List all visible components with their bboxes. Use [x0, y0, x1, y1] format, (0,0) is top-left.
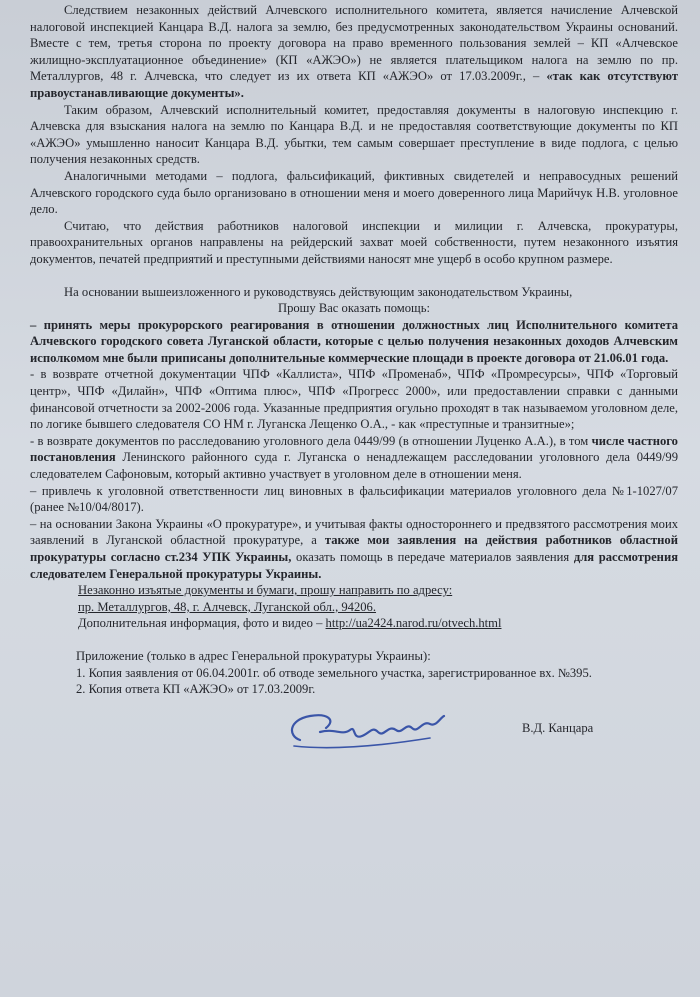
request-item-return-case-documents [30, 433, 678, 483]
return-documents-line: Незаконно изъятые документы и бумаги, прошу направить по адресу: [78, 583, 453, 598]
item-bold-text: для рассмотрения следователем Генеральной прокуратуры Украины. [30, 550, 679, 581]
spacer [30, 268, 678, 284]
item-text: оказать помощь в передаче материалов заявления [296, 550, 570, 564]
paragraph-analogous-methods: Аналогичными методами – подлога, фальсификаций, фиктивных свидетелей и неправосудных решений Алчевского городского суда было организовано в отношении меня и моего доверенного лица Марийчук Н.В. уголовное дело. [30, 168, 678, 217]
attachment-item-2: 2. Копия ответа КП «АЖЭО» от 17.03.2009г. [76, 682, 316, 697]
paragraph-conclusion: Таким образом, Алчевский исполнительный комитет, предоставляя документы в налоговую инспекцию г. Алчевска для взыскания налога на землю по Канцара В.Д. и не предоставляя соответствующие документы по КП «АЖЭО» умышленно наносит Канцара В.Д. убытки, тем самым совершает преступление в виде подлога, с целью получения незаконных средств. [30, 102, 678, 167]
paragraph-consequence [30, 2, 678, 102]
return-address: пр. Металлургов, 48, г. Алчевск, Луганской обл., 94206. [78, 599, 377, 614]
request-heading: Прошу Вас оказать помощь: [277, 301, 430, 316]
request-item-prosecutorial-measures: – принять меры прокурорского реагирования в отношении должностных лиц Исполнительного комитета Алчевского городского совета Луганской области, которые с целью получения незаконных доходов Алчевским исполкомом мне были приписаны дополнительные коммерческие площади в проекте договора от 21.06.01 года. [30, 317, 678, 365]
handwritten-signature [280, 706, 450, 756]
paragraph-text: Следствием незаконных действий Алчевского исполнительного комитета, является начисление Алчевской налоговой инспекцией Канцара В.Д. налога за землю, без предусмотренных законодательством Украины оснований. Вместе с тем, третья сторона по проекту договора на право временного пользования землей – КП «Алчевское жилищно-эксплуатационное объединение» (КП «АЖЭО») не является плательщиком налога на землю по пр. Металлургов, 48 г. Алчевска, что следует из их ответа КП «АЖЭО» от 17.03.2009г., – [30, 3, 678, 84]
item-text: – на основании Закона Украины «О прокуратуре», и учитывая факты одностороннего и предвзятого рассмотрения моих заявлений в Луганской областной прокуратуре, а [30, 516, 678, 548]
request-item-criminal-liability: – привлечь к уголовной ответственности лиц виновных в фальсификации материалов уголовного дела №1-1027/07 (ранее №10/04/8017). [30, 483, 678, 515]
extra-info-line [78, 615, 678, 632]
paragraph-bold-quote: «так как отсутствуют правоустанавливающие документы». [30, 69, 678, 100]
item-bold-text: также мои заявления на действия работников областной прокуратуры согласно ст.234 УПК Украины, [30, 533, 678, 564]
item-bold-text: числе частного постановления [30, 433, 678, 465]
extra-info-link[interactable]: http://ua2424.narod.ru/otvech.html [325, 616, 502, 631]
request-item-general-prosecutor [30, 516, 678, 582]
extra-info-label: Дополнительная информация, фото и видео – [78, 616, 323, 631]
paragraph-legal-basis: На основании вышеизложенного и руководствуясь действующим законодательством Украины, [64, 284, 573, 299]
signature-block [30, 698, 678, 768]
item-text: Ленинского районного суда г. Луганска о ненадлежащем расследовании уголовного дела 0449/99 следователем Сафоновым, который активно участвует в уголовном деле в отношении меня. [30, 450, 678, 482]
attachments-title: Приложение (только в адрес Генеральной прокуратуры Украины): [76, 648, 431, 663]
attachment-item-1: 1. Копия заявления от 06.04.2001г. об отводе земельного участка, зарегистрированное вх. №395. [76, 665, 592, 680]
spacer [30, 632, 678, 648]
signer-name: В.Д. Канцара [522, 720, 594, 735]
request-item-return-reports: - в возврате отчетной документации ЧПФ «Каллиста», ЧПФ «Променаб», ЧПФ «Промресурсы», ЧПФ «Торговый центр», ЧПФ «Дилайн», ЧПФ «Оптима плюс», ЧПФ «Прогресс 2000», или предоставлении справки с данными финансовой отчетности за 2002-2006 года. Указанные предприятия огульно проходят в так называемом уголовном деле, по логике бывшего следователя СО НМ г. Луганска Лещенко О.А., - как «преступные и транзитные»; [30, 367, 678, 432]
paragraph-raider-seizure: Считаю, что действия работников налоговой инспекции и милиции г. Алчевска, прокуратуры, правоохранительных органов направлены на рейдерский захват моей собственности, путем незаконного изъятия документов, печатей предприятий и преступными действиями наносят мне ущерб в особо крупном размере. [30, 218, 678, 266]
item-text: - в возврате документов по расследованию уголовного дела 0449/99 (в отношении Луценко А.А.), в том [30, 433, 589, 448]
